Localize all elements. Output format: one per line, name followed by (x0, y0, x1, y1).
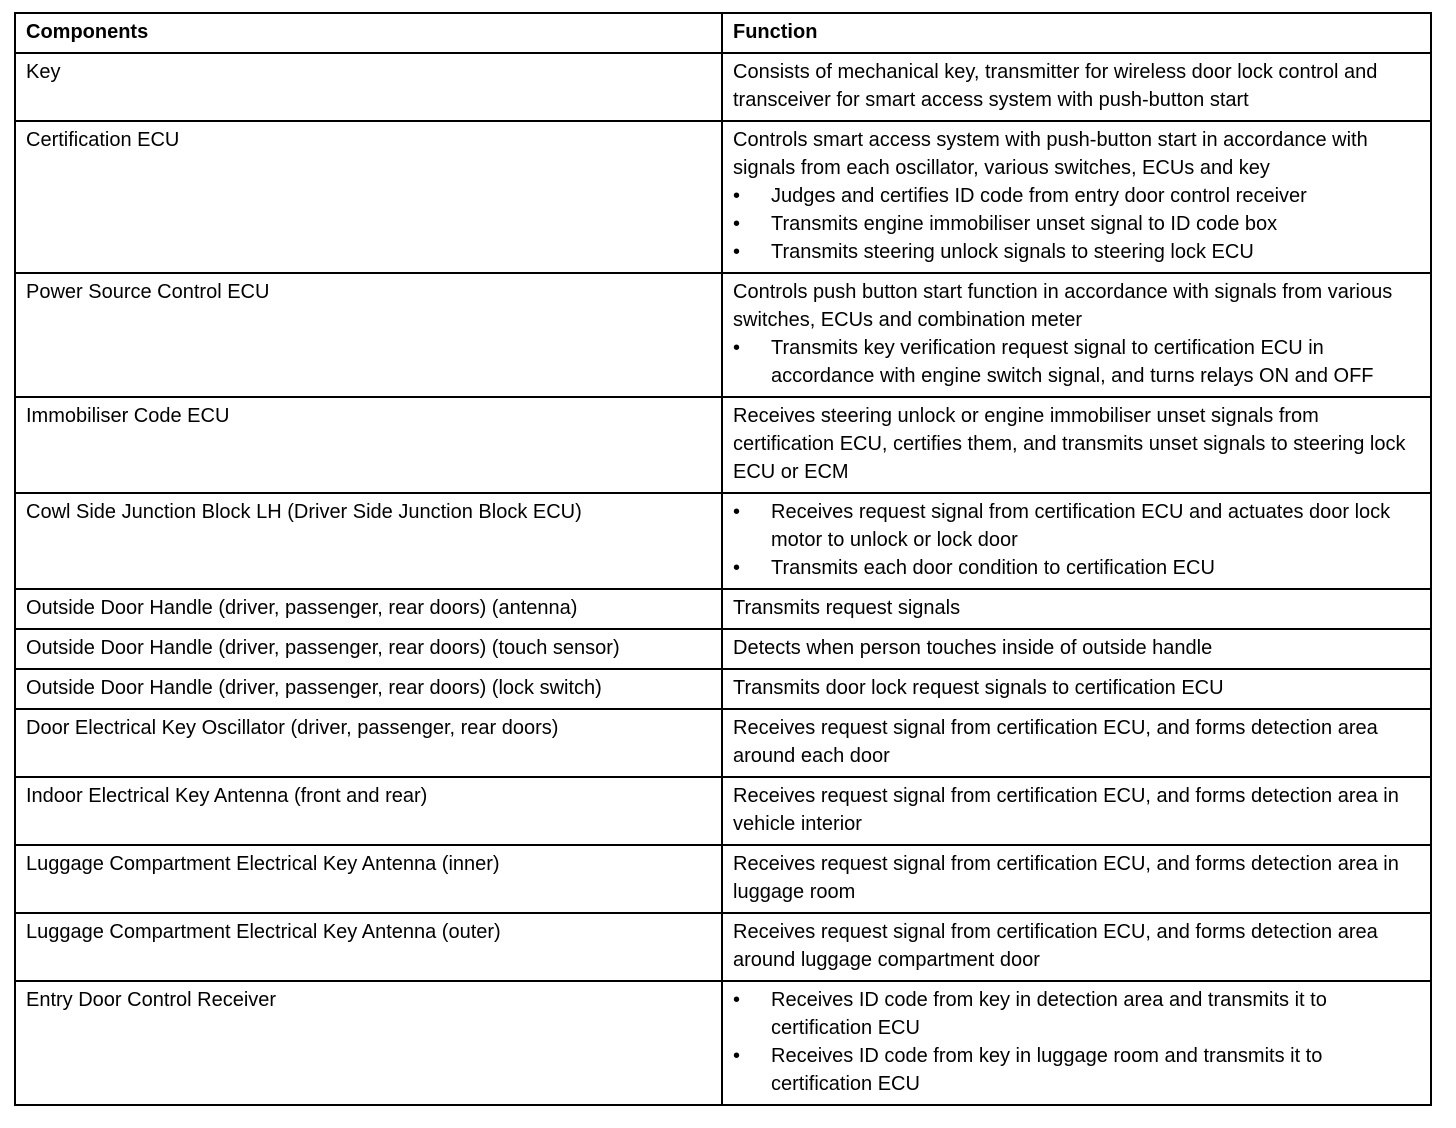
bullet-text: Judges and certifies ID code from entry door control receiver (771, 185, 1307, 207)
function-bullet-item (733, 986, 1420, 1042)
component-cell: Outside Door Handle (driver, passenger, rear doors) (touch sensor) (15, 629, 722, 669)
function-cell (722, 273, 1431, 397)
bullet-text: Transmits each door condition to certification ECU (771, 557, 1215, 579)
component-cell: Certification ECU (15, 121, 722, 273)
bullet-icon: • (733, 213, 741, 235)
components-header: Components (15, 13, 722, 53)
function-bullet-list (733, 182, 1420, 266)
component-cell: Key (15, 53, 722, 121)
function-cell (722, 709, 1431, 777)
table-row (15, 629, 1431, 669)
function-cell (722, 589, 1431, 629)
function-cell (722, 53, 1431, 121)
table-row (15, 913, 1431, 981)
bullet-text: Receives ID code from key in luggage room and transmits it to certification ECU (771, 1045, 1323, 1095)
function-cell (722, 845, 1431, 913)
function-bullet-item (733, 238, 1420, 266)
function-text: Receives request signal from certification ECU, and forms detection area in luggage room (733, 853, 1399, 903)
function-text: Receives request signal from certification ECU, and forms detection area around luggage compartment door (733, 921, 1378, 971)
function-bullet-list (733, 334, 1420, 390)
component-cell: Luggage Compartment Electrical Key Antenna (outer) (15, 913, 722, 981)
table-body (15, 53, 1431, 1105)
function-text: Receives steering unlock or engine immobiliser unset signals from certification ECU, certifies them, and transmits unset signals to steering lock ECU or ECM (733, 405, 1406, 483)
component-cell: Cowl Side Junction Block LH (Driver Side Junction Block ECU) (15, 493, 722, 589)
function-bullet-list (733, 986, 1420, 1098)
function-text: Controls push button start function in accordance with signals from various switches, ECUs and combination meter (733, 281, 1393, 331)
function-bullet-item (733, 498, 1420, 554)
bullet-icon: • (733, 557, 741, 579)
function-text: Consists of mechanical key, transmitter for wireless door lock control and transceiver for smart access system with push-button start (733, 61, 1378, 111)
table-row (15, 121, 1431, 273)
table-row (15, 777, 1431, 845)
function-text: Transmits door lock request signals to certification ECU (733, 677, 1224, 699)
component-cell: Immobiliser Code ECU (15, 397, 722, 493)
table-row (15, 845, 1431, 913)
function-text: Transmits request signals (733, 597, 961, 619)
table-row (15, 53, 1431, 121)
components-function-table (14, 12, 1432, 1106)
bullet-text: Transmits engine immobiliser unset signal to ID code box (771, 213, 1278, 235)
component-cell: Indoor Electrical Key Antenna (front and rear) (15, 777, 722, 845)
function-cell (722, 669, 1431, 709)
function-bullet-item (733, 1042, 1420, 1098)
table-row (15, 397, 1431, 493)
function-cell (722, 777, 1431, 845)
bullet-icon: • (733, 989, 741, 1011)
component-cell: Power Source Control ECU (15, 273, 722, 397)
bullet-icon: • (733, 241, 741, 263)
function-cell (722, 981, 1431, 1105)
header-row (15, 13, 1431, 53)
bullet-icon: • (733, 1045, 741, 1067)
function-bullet-item (733, 334, 1420, 390)
function-text: Detects when person touches inside of outside handle (733, 637, 1213, 659)
function-bullet-item (733, 182, 1420, 210)
function-text: Receives request signal from certification ECU, and forms detection area in vehicle interior (733, 785, 1399, 835)
function-header: Function (722, 13, 1431, 53)
function-cell (722, 913, 1431, 981)
function-bullet-list (733, 498, 1420, 582)
function-cell (722, 493, 1431, 589)
table-row (15, 589, 1431, 629)
bullet-text: Receives request signal from certification ECU and actuates door lock motor to unlock or lock door (771, 501, 1391, 551)
function-cell (722, 121, 1431, 273)
bullet-text: Transmits key verification request signal to certification ECU in accordance with engine switch signal, and turns relays ON and OFF (771, 337, 1374, 387)
function-text: Receives request signal from certification ECU, and forms detection area around each door (733, 717, 1378, 767)
table-row (15, 981, 1431, 1105)
component-cell: Entry Door Control Receiver (15, 981, 722, 1105)
bullet-icon: • (733, 185, 741, 207)
table-row (15, 669, 1431, 709)
component-cell: Outside Door Handle (driver, passenger, rear doors) (antenna) (15, 589, 722, 629)
table-row (15, 493, 1431, 589)
bullet-text: Transmits steering unlock signals to steering lock ECU (771, 241, 1254, 263)
function-bullet-item (733, 554, 1420, 582)
component-cell: Luggage Compartment Electrical Key Antenna (inner) (15, 845, 722, 913)
function-cell (722, 397, 1431, 493)
table-row (15, 709, 1431, 777)
bullet-icon: • (733, 337, 741, 359)
function-cell (722, 629, 1431, 669)
bullet-icon: • (733, 501, 741, 523)
component-cell: Outside Door Handle (driver, passenger, rear doors) (lock switch) (15, 669, 722, 709)
function-text: Controls smart access system with push-button start in accordance with signals from each oscillator, various switches, ECUs and key (733, 129, 1368, 179)
table-row (15, 273, 1431, 397)
bullet-text: Receives ID code from key in detection area and transmits it to certification ECU (771, 989, 1327, 1039)
component-cell: Door Electrical Key Oscillator (driver, passenger, rear doors) (15, 709, 722, 777)
function-bullet-item (733, 210, 1420, 238)
